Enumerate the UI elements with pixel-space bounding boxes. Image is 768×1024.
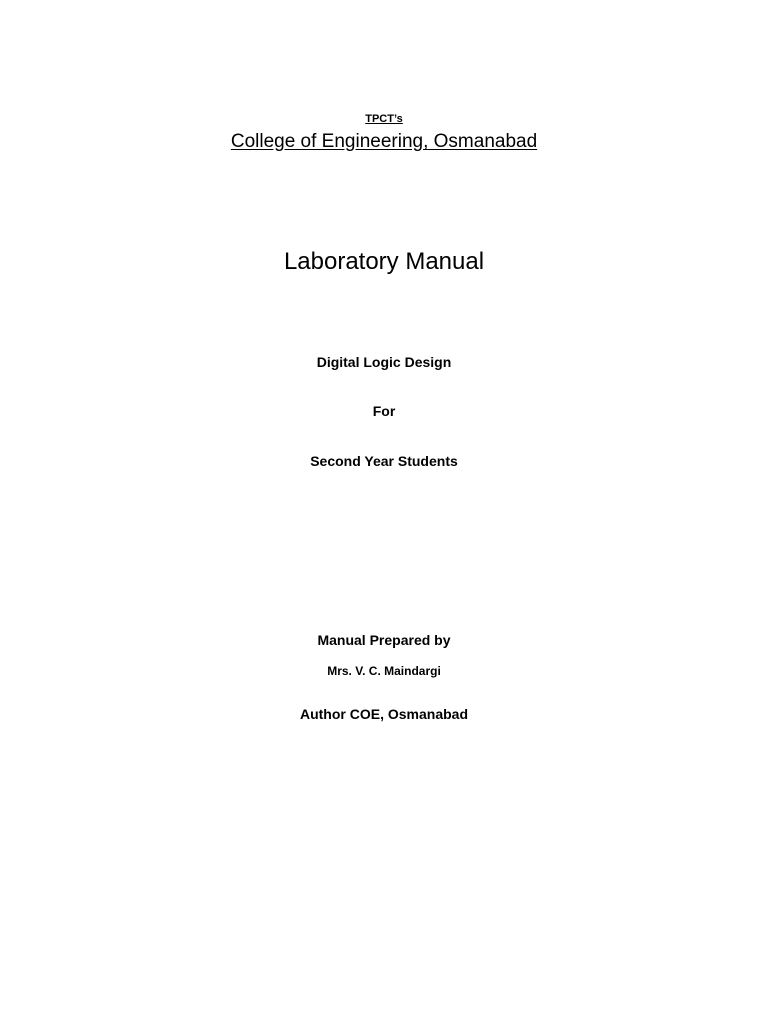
author-affiliation: Author COE, Osmanabad bbox=[299, 706, 469, 722]
for-label: For bbox=[372, 403, 396, 419]
publisher-name: TPCT’s bbox=[365, 113, 403, 125]
document-title: Laboratory Manual bbox=[283, 248, 485, 275]
prepared-by-label: Manual Prepared by bbox=[317, 632, 451, 648]
course-subject: Digital Logic Design bbox=[316, 354, 452, 370]
target-audience: Second Year Students bbox=[310, 453, 458, 469]
author-name: Mrs. V. C. Maindargi bbox=[327, 664, 441, 678]
college-name: College of Engineering, Osmanabad bbox=[230, 131, 538, 152]
